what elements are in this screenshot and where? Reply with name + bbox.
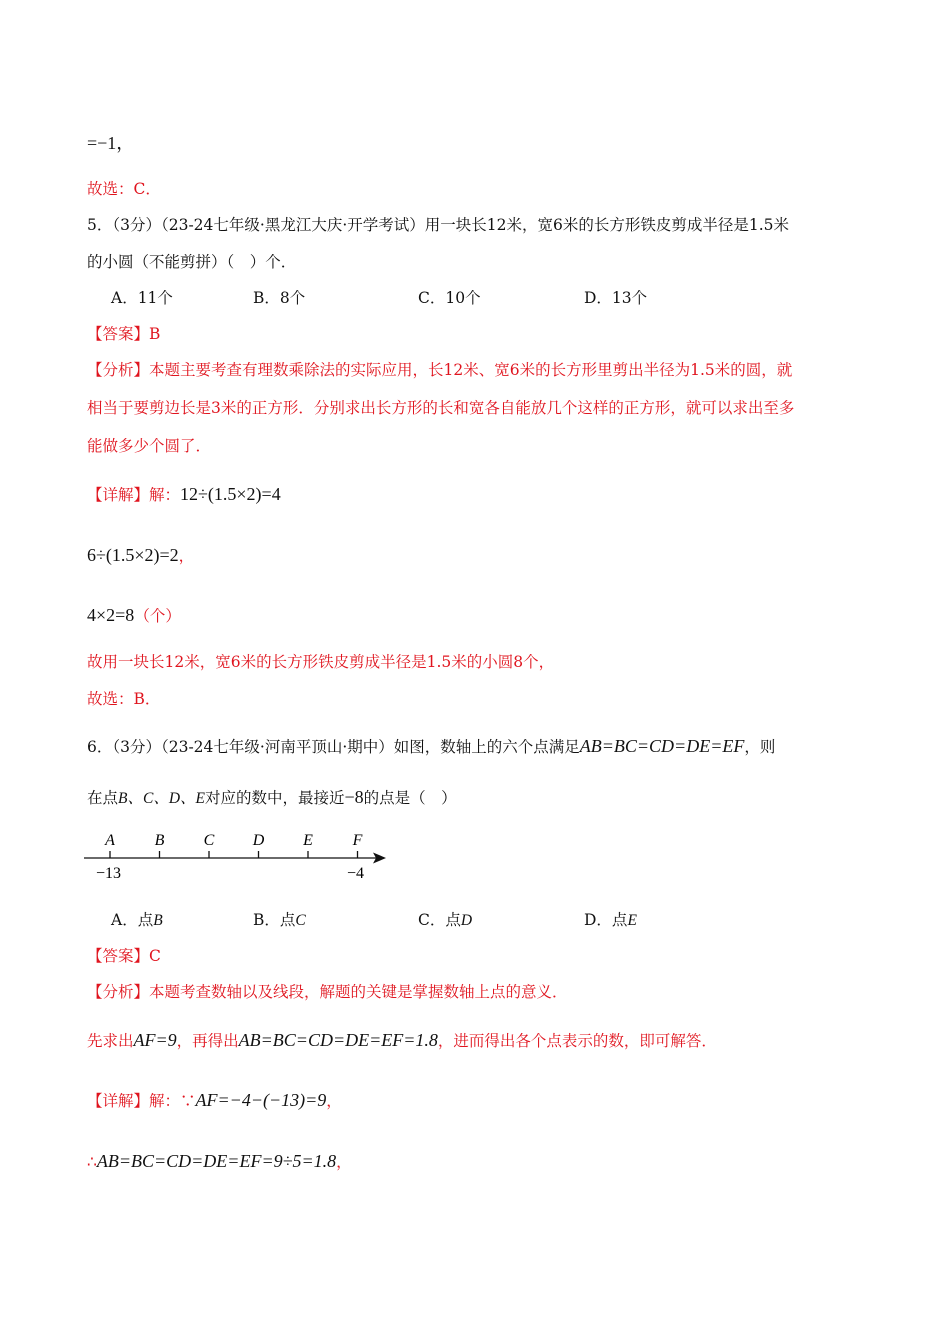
number-line-label-b: B xyxy=(154,832,165,849)
q6-option-a-point: B xyxy=(153,912,163,929)
q6-stem2-a: 在点 xyxy=(87,789,119,807)
prev-choose: 故选：C． xyxy=(87,180,161,198)
number-line-label-c: C xyxy=(203,832,215,849)
q5-stem-line1: 5．（3分）（23-24七年级·黑龙江大庆·开学考试）用一块长12米，宽6米的长方形铁皮剪成半径是1.5米 xyxy=(87,216,789,234)
q6-stem-a: 6．（3分）（23-24七年级·河南平顶山·期中）如图，数轴上的六个点满足 xyxy=(87,738,580,756)
q5-detail-tag: 【详解】 xyxy=(87,486,150,504)
q6-option-c-point: D xyxy=(460,912,473,929)
q6-stem-b: ，则 xyxy=(744,738,776,756)
q6-analysis-line2 xyxy=(87,1029,717,1052)
q6-therefore: ∴ xyxy=(87,1153,97,1171)
q6-option-d xyxy=(584,909,637,932)
prev-result-line xyxy=(87,132,134,155)
q6-option-b-label: B．点 xyxy=(253,911,296,929)
q6-option-c xyxy=(418,909,472,932)
q6-detail-eq2: AB=BC=CD=DE=EF=9÷5=1.8 xyxy=(96,1151,337,1171)
q6-analysis-tag: 【分析】 xyxy=(87,983,150,1001)
q5-answer-value: B xyxy=(149,325,161,343)
q6-analysis-text1: 本题考查数轴以及线段，解题的关键是掌握数轴上点的意义． xyxy=(149,983,568,1001)
q6-stem-eq: AB=BC=CD=DE=EF xyxy=(579,736,745,756)
q6-analysis2-eq2: AB=BC=CD=DE=EF=1.8 xyxy=(238,1030,438,1050)
q5-detail-line1 xyxy=(87,483,281,506)
q5-eq1: 12÷(1.5×2)=4 xyxy=(180,484,281,504)
q6-option-a-label: A．点 xyxy=(111,911,154,929)
q5-analysis-line2: 相当于要剪边长是3米的正方形．分别求出长方形的长和宽各自能放几个这样的正方形，就可以求出至多 xyxy=(87,399,795,417)
q6-analysis2-eq1: AF=9 xyxy=(133,1030,177,1050)
q5-detail-prefix: 解： xyxy=(149,486,181,504)
q6-detail-eq1: AF=−4−(−13)=9 xyxy=(195,1090,327,1110)
q6-detail-tag: 【详解】 xyxy=(87,1092,150,1110)
number-line-figure xyxy=(80,825,400,887)
q6-analysis2-c: ，进而得出各个点表示的数，即可解答． xyxy=(437,1032,717,1050)
q6-stem2-b: 对应的数中，最接近 xyxy=(204,789,345,807)
q5-option-c: C．10个 xyxy=(418,289,481,307)
q6-stem-line2 xyxy=(87,786,457,810)
q5-eq3-unit: （个） xyxy=(134,607,181,625)
number-line-right-value: −4 xyxy=(347,865,365,882)
q6-detail-tail2: ， xyxy=(336,1153,352,1171)
q5-option-b: B．8个 xyxy=(253,289,306,307)
q6-detail-tail: ， xyxy=(326,1092,342,1110)
q6-stem2-c: 的点是（ ） xyxy=(363,789,457,807)
q6-stem2-num: −8 xyxy=(344,787,364,807)
q6-analysis-line1 xyxy=(87,981,568,1003)
number-line-label-f: F xyxy=(352,832,363,849)
q6-option-d-label: D．点 xyxy=(584,911,628,929)
q5-analysis-line1 xyxy=(87,359,792,381)
q5-eq2-tail: ， xyxy=(178,547,195,565)
q5-answer-tag: 【答案】 xyxy=(87,325,150,343)
q6-answer-tag: 【答案】 xyxy=(87,947,150,965)
q5-analysis-tag: 【分析】 xyxy=(87,361,150,379)
q6-option-c-label: C．点 xyxy=(418,911,461,929)
q5-analysis-text1: 本题主要考查有理数乘除法的实际应用，长12米、宽6米的长方形里剪出半径为1.5米的圆，就 xyxy=(149,361,793,379)
q5-detail-line2 xyxy=(87,544,194,567)
prev-result: =−1， xyxy=(87,133,135,153)
q6-detail-prefix: 解：∵ xyxy=(149,1092,196,1110)
q5-answer xyxy=(87,323,160,345)
number-line-left-value: −13 xyxy=(96,865,122,882)
q6-detail-line1 xyxy=(87,1089,342,1112)
number-line-label-e: E xyxy=(303,832,313,849)
q5-analysis-line3: 能做多少个圆了． xyxy=(87,437,212,455)
q5-eq3: 4×2=8 xyxy=(87,605,135,625)
q6-answer-value: C xyxy=(149,947,161,965)
q5-eq2: 6÷(1.5×2)=2 xyxy=(87,545,179,565)
number-line-label-a: A xyxy=(105,832,115,849)
q6-answer xyxy=(87,945,161,967)
q6-option-b-point: C xyxy=(295,912,306,929)
q5-detail-line3 xyxy=(87,604,181,627)
q6-option-d-point: E xyxy=(627,912,637,929)
number-line-label-d: D xyxy=(252,832,265,849)
q5-option-a: A．11个 xyxy=(111,289,173,307)
q6-analysis2-a: 先求出 xyxy=(87,1032,134,1050)
q5-choose: 故选：B． xyxy=(87,690,161,708)
q6-option-b xyxy=(253,909,306,932)
q5-option-d: D．13个 xyxy=(584,289,648,307)
q6-detail-line2 xyxy=(87,1150,352,1173)
q6-stem-line1 xyxy=(87,735,775,758)
q6-option-a xyxy=(111,909,163,932)
q6-stem2-points: B、C、D、E xyxy=(118,790,205,807)
q5-conclusion: 故用一块长12米，宽6米的长方形铁皮剪成半径是1.5米的小圆8个， xyxy=(87,653,555,671)
q5-stem-line2: 的小圆（不能剪拼）（ ）个． xyxy=(87,253,297,271)
q6-analysis2-b: ，再得出 xyxy=(176,1032,239,1050)
